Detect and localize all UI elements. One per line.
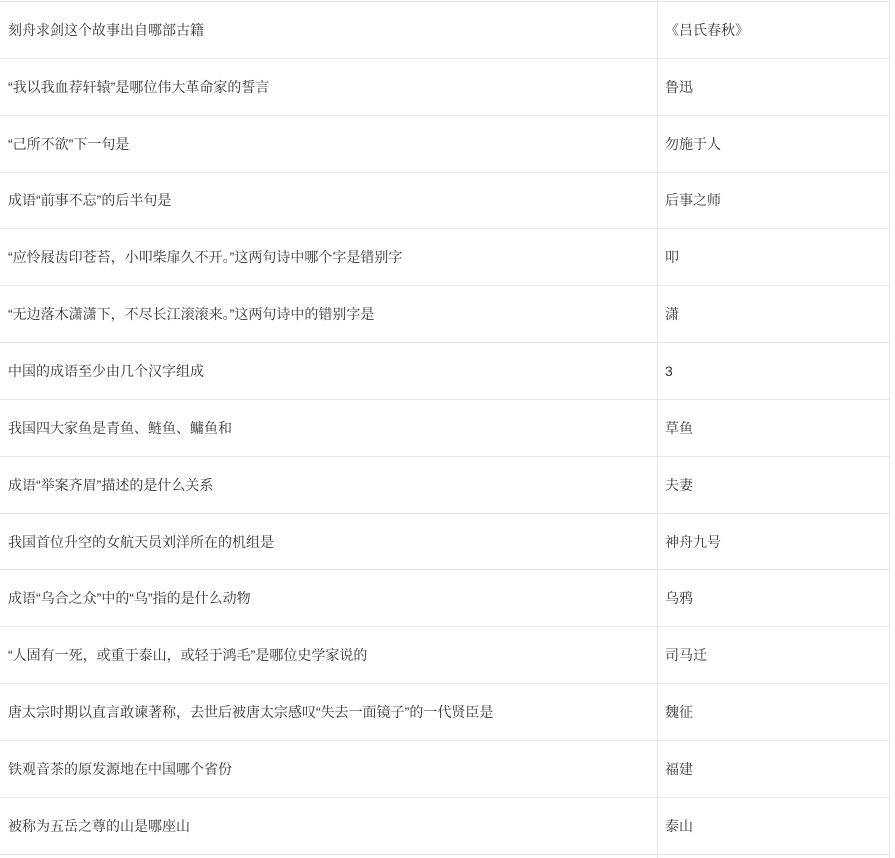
table-row [0, 741, 890, 798]
table-row [0, 684, 890, 741]
table-row [0, 457, 890, 514]
question-cell [0, 855, 658, 858]
answer-cell: 神舟九号 [658, 514, 890, 570]
question-cell: 我国四大家鱼是青鱼、鲢鱼、鳙鱼和 [0, 400, 658, 456]
answer-cell: 司马迁 [658, 627, 890, 683]
question-cell: 中国的成语至少由几个汉字组成 [0, 343, 658, 399]
question-cell: 我国首位升空的女航天员刘洋所在的机组是 [0, 514, 658, 570]
question-cell: “我以我血荐轩辕”是哪位伟大革命家的誓言 [0, 59, 658, 115]
answer-cell: 乌鸦 [658, 570, 890, 626]
table-row-partial [0, 855, 890, 858]
table-row [0, 229, 890, 286]
question-cell: 被称为五岳之尊的山是哪座山 [0, 798, 658, 854]
answer-cell: 勿施于人 [658, 116, 890, 172]
answer-cell: 魏征 [658, 684, 890, 740]
answer-cell: 鲁迅 [658, 59, 890, 115]
table-row [0, 798, 890, 855]
question-cell: “人固有一死，或重于泰山，或轻于鸿毛”是哪位史学家说的 [0, 627, 658, 683]
question-cell: 成语“前事不忘”的后半句是 [0, 173, 658, 229]
table-row [0, 400, 890, 457]
answer-cell: 后事之师 [658, 173, 890, 229]
question-cell: 刻舟求剑这个故事出自哪部古籍 [0, 2, 658, 58]
question-cell: 唐太宗时期以直言敢谏著称，去世后被唐太宗感叹“失去一面镜子”的一代贤臣是 [0, 684, 658, 740]
answer-cell [658, 855, 890, 858]
answer-cell: 草鱼 [658, 400, 890, 456]
table-row [0, 627, 890, 684]
question-cell: “己所不欲”下一句是 [0, 116, 658, 172]
question-cell: “应怜屐齿印苍苔，小叩柴扉久不开。”这两句诗中哪个字是错别字 [0, 229, 658, 285]
table-row [0, 116, 890, 173]
question-cell: 成语“举案齐眉”描述的是什么关系 [0, 457, 658, 513]
answer-cell: 泰山 [658, 798, 890, 854]
question-cell: 成语“乌合之众”中的“乌”指的是什么动物 [0, 570, 658, 626]
answer-cell: 《吕氏春秋》 [658, 2, 890, 58]
question-cell: 铁观音茶的原发源地在中国哪个省份 [0, 741, 658, 797]
table-row [0, 343, 890, 400]
table-row [0, 59, 890, 116]
answer-cell: 潇 [658, 286, 890, 342]
table-row [0, 570, 890, 627]
answer-cell: 3 [658, 343, 890, 399]
table-row [0, 514, 890, 571]
qa-table [0, 1, 890, 858]
answer-cell: 夫妻 [658, 457, 890, 513]
question-cell: “无边落木潇潇下，不尽长江滚滚来。”这两句诗中的错别字是 [0, 286, 658, 342]
table-row [0, 2, 890, 59]
table-row [0, 286, 890, 343]
answer-cell: 叩 [658, 229, 890, 285]
answer-cell: 福建 [658, 741, 890, 797]
table-row [0, 173, 890, 230]
